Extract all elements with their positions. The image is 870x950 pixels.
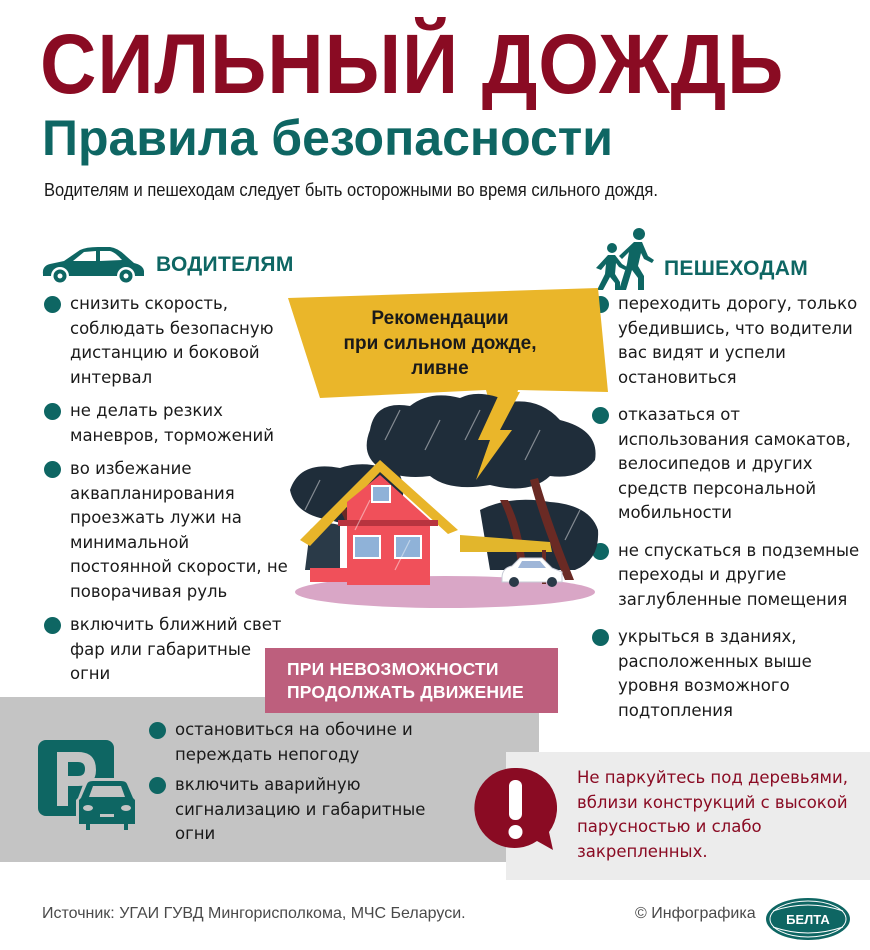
list-item: во избежание аквапланирования проезжать лужи на минимальной постоянной скорости, не поворачивая руль [42, 457, 292, 604]
pedestrians-heading-label: ПЕШЕХОДАМ [664, 257, 809, 280]
drivers-heading-label: ВОДИТЕЛЯМ [156, 253, 294, 276]
parking-car-icon [38, 740, 138, 832]
svg-text:БЕЛТА: БЕЛТА [786, 912, 830, 927]
list-item: остановиться на обочине и переждать непогоду [147, 718, 447, 767]
bullet-dot-icon [44, 403, 61, 420]
copyright-note: © Инфографика [635, 905, 756, 922]
list-item: включить ближний свет фар или габаритные огни [42, 613, 292, 687]
pedestrians-heading [592, 226, 808, 290]
bullet-dot-icon [44, 617, 61, 634]
bullet-dot-icon [149, 722, 166, 739]
bullet-dot-icon [592, 629, 609, 646]
cannot-continue-list [147, 718, 447, 853]
car-icon [40, 244, 146, 286]
drivers-list [42, 292, 292, 696]
warning-text: Не паркуйтесь под деревьями, вблизи конструкций с высокой парусностью и слабо закрепленных. [577, 768, 848, 861]
cannot-continue-heading: ПРИ НЕВОЗМОЖНОСТИ ПРОДОЛЖАТЬ ДВИЖЕНИЕ [265, 648, 558, 713]
bullet-dot-icon [149, 777, 166, 794]
source-note: Источник: УГАИ ГУВД Мингорисполкома, МЧС Беларуси. [42, 905, 466, 922]
bullet-dot-icon [44, 461, 61, 478]
list-item: не делать резких маневров, торможений [42, 399, 292, 448]
list-item: не спускаться в подземные переходы и другие заглубленные помещения [590, 539, 870, 613]
page-title: СИЛЬНЫЙ ДОЖДЬ [40, 17, 785, 111]
recommendations-bubble: Рекомендации при сильном дожде, ливне [343, 308, 537, 379]
exclamation-bubble-icon [473, 766, 557, 852]
pedestrians-list [590, 292, 870, 736]
list-item: отказаться от использования самокатов, велосипедов и других средств персональной мобильности [590, 403, 870, 526]
page-subtitle: Правила безопасности [42, 110, 613, 166]
list-item: переходить дорогу, только убедившись, что водители вас видят и успели остановиться [590, 292, 870, 390]
drivers-heading [40, 244, 294, 286]
intro-text: Водителям и пешеходам следует быть осторожными во время сильного дождя. [44, 180, 658, 200]
list-item: снизить скорость, соблюдать безопасную дистанцию и боковой интервал [42, 292, 292, 390]
belta-logo-icon [765, 897, 851, 941]
list-item: включить аварийную сигнализацию и габаритные огни [147, 773, 447, 847]
bullet-dot-icon [44, 296, 61, 313]
list-item: укрыться в зданиях, расположенных выше уровня возможного подтопления [590, 625, 870, 723]
